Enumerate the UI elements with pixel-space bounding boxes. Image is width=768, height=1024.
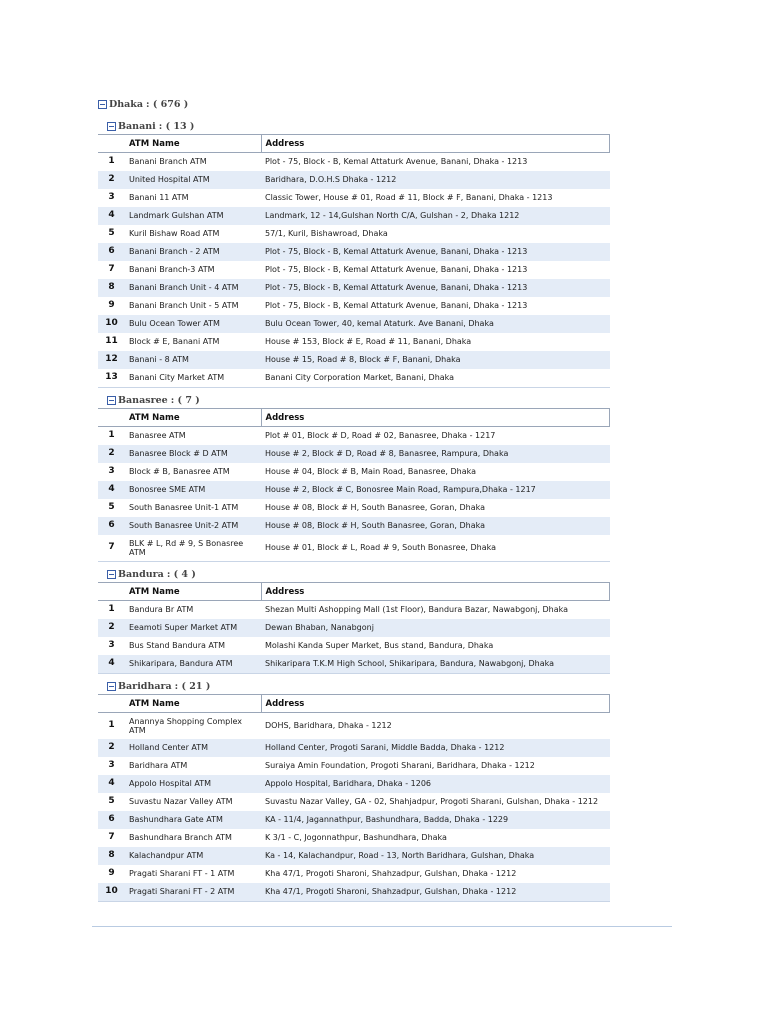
table-row[interactable]: [98, 171, 610, 189]
atm-table: [98, 408, 610, 562]
address-cell: Suraiya Amin Foundation, Progoti Sharani, Baridhara, Dhaka - 1212: [265, 761, 535, 771]
group-title: Baridhara: [118, 680, 172, 692]
table-row[interactable]: [98, 811, 610, 829]
address-cell: Plot # 01, Block # D, Road # 02, Banasree, Dhaka - 1217: [265, 431, 496, 441]
atm-name-cell: Kuril Bishaw Road ATM: [129, 229, 220, 239]
table-row[interactable]: [98, 481, 610, 499]
row-number: 7: [108, 264, 115, 275]
atm-name-column-header[interactable]: ATM Name: [125, 583, 261, 601]
atm-name-cell: Bonosree SME ATM: [125, 481, 261, 499]
table-row[interactable]: [98, 739, 610, 757]
address-column-header[interactable]: Address: [261, 135, 610, 153]
atm-name-cell: Banani Branch - 2 ATM: [125, 243, 261, 261]
table-header-row: [98, 583, 610, 601]
group-header: [107, 392, 610, 408]
atm-name-cell: Banani Branch Unit - 5 ATM: [129, 301, 239, 311]
table-header-row: [98, 135, 610, 153]
address-column-header[interactable]: Address: [261, 583, 610, 601]
address-cell: House # 04, Block # B, Main Road, Banasree, Dhaka: [265, 467, 477, 477]
atm-name-cell: Block # B, Banasree ATM: [129, 467, 230, 477]
table-row[interactable]: [98, 153, 610, 172]
atm-name-cell: South Banasree Unit-2 ATM: [125, 517, 261, 535]
address-cell: DOHS, Baridhara, Dhaka - 1212: [265, 721, 392, 731]
group-title: Bandura: [118, 568, 164, 580]
row-number: 4: [98, 481, 125, 499]
atm-name-cell: Kalachandpur ATM: [125, 847, 261, 865]
group-bandura: [107, 566, 610, 674]
table-row[interactable]: [98, 243, 610, 261]
address-cell: K 3/1 - C, Jogonnathpur, Bashundhara, Dhaka: [265, 833, 447, 843]
table-row[interactable]: [98, 847, 610, 865]
atm-name-cell: Bus Stand Bandura ATM: [129, 641, 226, 651]
address-column-header[interactable]: Address: [261, 409, 610, 427]
table-row[interactable]: [98, 189, 610, 207]
atm-name-cell: Anannya Shopping Complex ATM: [129, 716, 242, 735]
row-number: 2: [98, 739, 125, 757]
table-row[interactable]: [98, 517, 610, 535]
row-number: 3: [108, 466, 115, 477]
atm-name-cell: Bashundhara Branch ATM: [129, 833, 232, 843]
groups-container: [98, 118, 610, 902]
group-banasree: [107, 392, 610, 562]
atm-name-cell: BLK # L, Rd # 9, S Bonasree ATM: [125, 535, 261, 562]
index-column-header: [98, 695, 125, 713]
atm-name-cell: Eeamoti Super Market ATM: [125, 619, 261, 637]
address-cell: Ka - 14, Kalachandpur, Road - 13, North Baridhara, Gulshan, Dhaka: [261, 847, 610, 865]
table-row[interactable]: [98, 463, 610, 481]
group-count: : ( 7 ): [170, 394, 200, 406]
row-number: 9: [108, 868, 115, 879]
address-cell: Baridhara, D.O.H.S Dhaka - 1212: [261, 171, 610, 189]
table-row[interactable]: [98, 351, 610, 369]
address-cell: Bulu Ocean Tower, 40, kemal Ataturk. Ave Banani, Dhaka: [261, 315, 610, 333]
atm-name-cell: Pragati Sharani FT - 2 ATM: [125, 883, 261, 902]
address-cell: House # 15, Road # 8, Block # F, Banani, Dhaka: [261, 351, 610, 369]
atm-name-cell: Banani Branch ATM: [129, 157, 207, 167]
table-row[interactable]: [98, 535, 610, 562]
row-number: 2: [98, 445, 125, 463]
address-cell: Appolo Hospital, Baridhara, Dhaka - 1206: [261, 775, 610, 793]
address-cell: House # 08, Block # H, South Banasree, Goran, Dhaka: [265, 503, 485, 513]
row-number: 7: [98, 535, 125, 562]
table-row[interactable]: [98, 333, 610, 351]
root-count: : ( 676 ): [146, 98, 189, 110]
row-number: 9: [108, 300, 115, 311]
index-column-header: [98, 135, 125, 153]
address-cell: Plot - 75, Block - B, Kemal Attaturk Avenue, Banani, Dhaka - 1213: [261, 243, 610, 261]
row-number: 4: [98, 775, 125, 793]
table-row[interactable]: [98, 713, 610, 740]
address-cell: Molashi Kanda Super Market, Bus stand, Bandura, Dhaka: [265, 641, 494, 651]
collapse-toggle-icon[interactable]: [107, 682, 116, 691]
atm-table: [98, 134, 610, 388]
row-number: 10: [98, 315, 125, 333]
address-column-header[interactable]: Address: [261, 695, 610, 713]
row-number: 1: [108, 720, 115, 731]
address-cell: House # 153, Block # E, Road # 11, Banani, Dhaka: [265, 337, 472, 347]
atm-table: [98, 694, 610, 902]
collapse-toggle-icon[interactable]: [98, 100, 107, 109]
collapse-toggle-icon[interactable]: [107, 396, 116, 405]
atm-name-cell: Shikaripara, Bandura ATM: [125, 655, 261, 674]
atm-name-cell: Pragati Sharani FT - 1 ATM: [129, 869, 235, 879]
address-cell: Plot - 75, Block - B, Kemal Attaturk Avenue, Banani, Dhaka - 1213: [261, 279, 610, 297]
index-column-header: [98, 583, 125, 601]
row-number: 1: [108, 156, 115, 167]
table-header-row: [98, 409, 610, 427]
row-number: 1: [108, 430, 115, 441]
atm-name-cell: Banani 11 ATM: [129, 193, 189, 203]
group-count: : ( 21 ): [174, 680, 211, 692]
address-cell: Shezan Multi Ashopping Mall (1st Floor), Bandura Bazar, Nawabgonj, Dhaka: [265, 605, 569, 615]
root-title: Dhaka: [109, 98, 144, 110]
group-header: [107, 118, 610, 134]
row-number: 2: [98, 171, 125, 189]
group-title: Banani: [118, 120, 156, 132]
row-number: 1: [108, 604, 115, 615]
address-cell: Shikaripara T.K.M High School, Shikaripara, Bandura, Nawabgonj, Dhaka: [261, 655, 610, 674]
table-header-row: [98, 695, 610, 713]
atm-name-cell: Bashundhara Gate ATM: [125, 811, 261, 829]
address-cell: Kha 47/1, Progoti Sharoni, Shahzadpur, Gulshan, Dhaka - 1212: [261, 883, 610, 902]
table-row[interactable]: [98, 427, 610, 446]
row-number: 13: [98, 369, 125, 388]
atm-name-cell: South Banasree Unit-1 ATM: [129, 503, 239, 513]
group-count: : ( 4 ): [166, 568, 196, 580]
table-row[interactable]: [98, 775, 610, 793]
table-row[interactable]: [98, 499, 610, 517]
table-row[interactable]: [98, 315, 610, 333]
table-row[interactable]: [98, 883, 610, 902]
table-row[interactable]: [98, 757, 610, 775]
atm-table: [98, 582, 610, 674]
address-cell: Landmark, 12 - 14,Gulshan North C/A, Gulshan - 2, Dhaka 1212: [261, 207, 610, 225]
table-row[interactable]: [98, 207, 610, 225]
group-banani: [107, 118, 610, 388]
row-number: 3: [108, 640, 115, 651]
row-number: 6: [98, 517, 125, 535]
table-row[interactable]: [98, 619, 610, 637]
row-number: 3: [108, 192, 115, 203]
atm-name-cell: Banasree Block # D ATM: [125, 445, 261, 463]
address-cell: Dewan Bhaban, Nanabgonj: [261, 619, 610, 637]
row-number: 5: [108, 796, 115, 807]
row-number: 11: [105, 336, 118, 347]
root-header: [98, 96, 610, 112]
table-row[interactable]: [98, 865, 610, 883]
atm-name-cell: Appolo Hospital ATM: [125, 775, 261, 793]
atm-name-cell: Landmark Gulshan ATM: [125, 207, 261, 225]
row-number: 3: [108, 760, 115, 771]
atm-name-cell: Suvastu Nazar Valley ATM: [129, 797, 233, 807]
group-header: [107, 566, 610, 582]
address-cell: 57/1, Kuril, Bishawroad, Dhaka: [265, 229, 388, 239]
collapse-toggle-icon[interactable]: [107, 570, 116, 579]
atm-name-cell: Block # E, Banani ATM: [129, 337, 220, 347]
row-number: 2: [98, 619, 125, 637]
bottom-rule: [92, 926, 672, 927]
atm-name-cell: Holland Center ATM: [125, 739, 261, 757]
atm-name-cell: Banani - 8 ATM: [125, 351, 261, 369]
atm-name-cell: Banani City Market ATM: [125, 369, 261, 388]
address-cell: Classic Tower, House # 01, Road # 11, Block # F, Banani, Dhaka - 1213: [265, 193, 553, 203]
atm-name-column-header[interactable]: ATM Name: [125, 695, 261, 713]
address-cell: Plot - 75, Block - B, Kemal Attaturk Avenue, Banani, Dhaka - 1213: [265, 301, 528, 311]
row-number: 8: [98, 847, 125, 865]
table-row[interactable]: [98, 297, 610, 315]
table-row[interactable]: [98, 261, 610, 279]
address-cell: House # 2, Block # C, Bonosree Main Road, Rampura,Dhaka - 1217: [261, 481, 610, 499]
address-cell: House # 08, Block # H, South Banasree, Goran, Dhaka: [261, 517, 610, 535]
address-cell: Plot - 75, Block - B, Kemal Attaturk Avenue, Banani, Dhaka - 1213: [265, 157, 528, 167]
atm-directory: [98, 96, 610, 906]
address-cell: KA - 11/4, Jagannathpur, Bashundhara, Badda, Dhaka - 1229: [261, 811, 610, 829]
row-number: 5: [108, 228, 115, 239]
row-number: 12: [98, 351, 125, 369]
address-cell: Plot - 75, Block - B, Kemal Attaturk Avenue, Banani, Dhaka - 1213: [265, 265, 528, 275]
row-number: 4: [98, 207, 125, 225]
address-cell: House # 2, Block # D, Road # 8, Banasree, Rampura, Dhaka: [261, 445, 610, 463]
table-row[interactable]: [98, 445, 610, 463]
index-column-header: [98, 409, 125, 427]
group-count: : ( 13 ): [158, 120, 195, 132]
atm-name-cell: Banani Branch-3 ATM: [129, 265, 215, 275]
table-row[interactable]: [98, 655, 610, 674]
row-number: 6: [98, 811, 125, 829]
atm-name-cell: Banasree ATM: [129, 431, 186, 441]
atm-name-cell: United Hospital ATM: [125, 171, 261, 189]
group-baridhara: [107, 678, 610, 902]
row-number: 5: [108, 502, 115, 513]
atm-name-cell: Bandura Br ATM: [129, 605, 194, 615]
table-row[interactable]: [98, 225, 610, 243]
table-row[interactable]: [98, 369, 610, 388]
row-number: 10: [98, 883, 125, 902]
group-title: Banasree: [118, 394, 168, 406]
row-number: 4: [98, 655, 125, 674]
address-cell: Banani City Corporation Market, Banani, Dhaka: [261, 369, 610, 388]
address-cell: House # 01, Block # L, Road # 9, South Bonasree, Dhaka: [261, 535, 610, 562]
table-row[interactable]: [98, 279, 610, 297]
table-row[interactable]: [98, 829, 610, 847]
row-number: 8: [98, 279, 125, 297]
atm-name-column-header[interactable]: ATM Name: [125, 409, 261, 427]
collapse-toggle-icon[interactable]: [107, 122, 116, 131]
row-number: 7: [108, 832, 115, 843]
row-number: 6: [98, 243, 125, 261]
table-row[interactable]: [98, 601, 610, 620]
atm-name-cell: Baridhara ATM: [129, 761, 188, 771]
address-cell: Suvastu Nazar Valley, GA - 02, Shahjadpur, Progoti Sharani, Gulshan, Dhaka - 1212: [265, 797, 599, 807]
table-row[interactable]: [98, 637, 610, 655]
atm-name-column-header[interactable]: ATM Name: [125, 135, 261, 153]
table-row[interactable]: [98, 793, 610, 811]
address-cell: Holland Center, Progoti Sarani, Middle Badda, Dhaka - 1212: [261, 739, 610, 757]
atm-name-cell: Bulu Ocean Tower ATM: [125, 315, 261, 333]
address-cell: Kha 47/1, Progoti Sharoni, Shahzadpur, Gulshan, Dhaka - 1212: [265, 869, 517, 879]
atm-name-cell: Banani Branch Unit - 4 ATM: [125, 279, 261, 297]
group-header: [107, 678, 610, 694]
